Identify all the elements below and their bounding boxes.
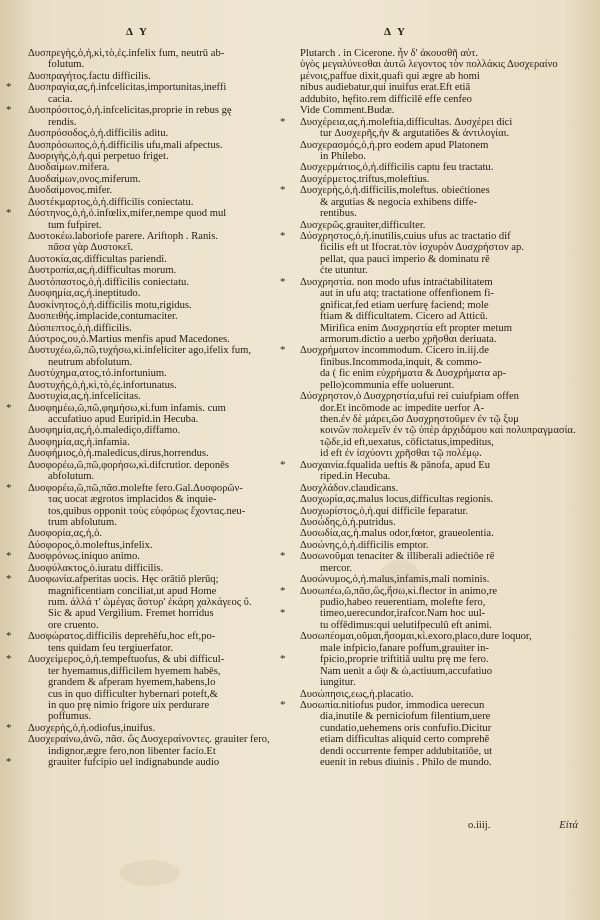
text-line: [300, 528, 578, 539]
text-line: [28, 220, 290, 231]
line-text: Δυσώνυμος,ὁ,ἡ.malus,infamis,mali nominis.: [300, 574, 490, 586]
line-text: nibus audiebatur,qui inuifus erat.Eft etiā: [300, 82, 471, 94]
line-text: Δυσχαινία.fqualida ueftis & pānofa, apud Eu: [300, 459, 491, 471]
asterisk-marker: *: [6, 401, 12, 414]
catchword: Εἰτά: [559, 820, 578, 831]
line-text: dendi occurrente femper addubitatiōe, ut: [320, 745, 493, 757]
line-text: tos,quibus opponit τοὺς εὐφόρως ἔχοντας.neu-: [48, 505, 246, 517]
text-line: [28, 528, 290, 539]
asterisk-marker: *: [6, 481, 12, 494]
text-line: [300, 380, 578, 391]
asterisk-marker: *: [280, 698, 286, 711]
text-line: [28, 506, 290, 517]
text-line: [6, 81, 290, 94]
line-text: Δυσφορέω,ῶ,πῶ,πᾶσ.molefte fero.Gal.Δυσφορῶν-: [28, 482, 243, 494]
text-line: [300, 197, 578, 208]
asterisk-marker: *: [6, 550, 12, 563]
line-text: Δυσχωρίστος,ὁ,ἡ.qui difficile feparatur.: [300, 505, 469, 517]
text-line: [300, 631, 578, 642]
text-line: [300, 746, 578, 757]
line-text: Δυσχερασμός,ὁ,ἡ.pro eodem apud Platonem: [300, 139, 489, 151]
line-text: Δυσχωρία,ας.malus locus,difficultas regionis.: [300, 494, 494, 506]
paper-stain: [120, 860, 180, 886]
text-line: [28, 517, 290, 528]
text-line: [300, 677, 578, 688]
line-text: Δυσωνοῦμαι tenaciter & illiberali adiećtiōe rē: [300, 551, 495, 563]
text-line: [300, 357, 578, 368]
line-text: Δύσχρηστος,ὁ,ἡ.inutilis,cuius ufus ac tractatio dif: [300, 231, 511, 242]
line-text: Δυσώδης,ὁ,ἡ.putridus.: [300, 516, 396, 528]
asterisk-marker: *: [280, 344, 286, 357]
line-text: Δυσφωνία.afperitas uocis. Hęc orātiō plerūq;: [28, 574, 219, 586]
text-line: [28, 300, 290, 311]
asterisk-marker: *: [280, 550, 286, 563]
text-line: [300, 540, 578, 551]
text-line: [300, 437, 578, 448]
asterisk-marker: *: [280, 115, 286, 128]
text-line: [300, 689, 578, 700]
text-line: [6, 550, 290, 563]
text-line: [300, 757, 578, 768]
text-line: [280, 184, 578, 197]
text-line: [28, 563, 290, 574]
text-line: [300, 105, 578, 116]
line-text: Vide Comment.Budæ.: [300, 105, 395, 117]
line-text: pudio,habeo reuerentiam, molefte fero,: [320, 597, 486, 608]
text-line: [28, 597, 290, 608]
line-text: ćte utuntur.: [320, 265, 368, 277]
text-line: [280, 275, 578, 288]
text-line: [28, 345, 290, 356]
line-text: poffumus.: [48, 711, 92, 723]
line-text: Δυσχεραίνω,ἀνῶ, πᾶσ. ὥς Δυσχεραίνοντες. grauiter fero,: [28, 734, 270, 746]
text-line: [300, 323, 578, 334]
asterisk-marker: *: [280, 584, 286, 597]
text-line: [300, 288, 578, 299]
text-line: [28, 368, 290, 379]
asterisk-marker: *: [6, 630, 12, 643]
asterisk-marker: *: [6, 81, 12, 94]
line-text: Δυστοκία,ας.difficultas pariendi.: [28, 253, 167, 265]
line-text: Δυσχερμάτιος,ὁ,ἡ.difficilis captu feu tractatu.: [300, 162, 494, 174]
line-text: Δυσφήμιος,ὁ,ἡ.maledicus,dirus,horrendus.: [28, 448, 209, 460]
text-line: [28, 494, 290, 505]
text-line: [28, 471, 290, 482]
line-text: Δυσχέρμετος.triftus,moleftius.: [300, 173, 430, 185]
text-line: [300, 151, 578, 162]
line-text: da ( fic enim εὐχρήματα & Δυσχρήματα ap-: [320, 368, 507, 380]
line-text: & argutias & negocia exhibens diffe-: [320, 196, 477, 208]
asterisk-marker: *: [280, 458, 286, 471]
text-line: [280, 550, 578, 563]
text-line: [300, 643, 578, 654]
text-line: [300, 471, 578, 482]
line-text: indignor,ægre fero,non libenter facio.Et: [48, 745, 216, 757]
line-text: in Philebo.: [320, 150, 366, 162]
text-line: [28, 334, 290, 345]
line-text: cacia.: [48, 93, 73, 105]
line-text: Δυσχέρεια,ας,ἡ.moleftia,difficultas. Δυσχέρει dici: [300, 116, 513, 128]
line-text: Δυσχερὴς,ὁ,ἡ.difficilis,moleftus. obiećtiones: [300, 185, 490, 197]
line-text: folutum.: [48, 59, 85, 71]
text-line: [300, 311, 578, 322]
line-text: ore cruento.: [48, 619, 99, 631]
text-line: [28, 265, 290, 276]
line-text: Δυσπρόσοδος,ὁ,ἡ.difficilis aditu.: [28, 128, 169, 140]
line-text: Δυστοκέω.laboriofe parere. Ariftoph . Ranis.: [28, 231, 218, 242]
text-line: [300, 597, 578, 608]
text-line: [6, 104, 290, 117]
text-line: [28, 311, 290, 322]
text-line: [28, 608, 290, 619]
text-line: [28, 242, 290, 253]
line-text: in quo prę nimio frigore uix perdurare: [48, 699, 210, 711]
text-line: [28, 174, 290, 185]
line-text: Δυσωπέω,ῶ,πᾶσ,ὥς,ἥσω,κὶ.flector in animo,re: [300, 585, 498, 597]
line-text: Δυσφημία,ας,ἡ,ὁ.malediço,diffamo.: [28, 425, 181, 437]
line-text: Δυσπρεγὴς,ὁ,ἡ,κὶ,τὸ,ἐς.infelix fum, neutrū ab-: [28, 48, 225, 59]
line-text: Δυστέκμαρτος,ὁ,ἡ.difficilis coniectatu.: [28, 196, 194, 208]
asterisk-marker: *: [6, 756, 12, 769]
line-text: Δυστόπαστος,ὁ,ἡ.difficilis coniectatu.: [28, 276, 189, 288]
text-line: [28, 391, 290, 402]
line-text: pello)communia effe uoluerunt.: [320, 379, 455, 391]
line-text: tu offēdimus:qui uelutifpeculū eft animi.: [320, 619, 492, 631]
line-text: dia,inutile & perniciofum filentium,uere: [320, 711, 491, 723]
text-line: [28, 231, 290, 242]
text-line: [28, 128, 290, 139]
line-text: Δυσδαίμων,ονος.miferum.: [28, 173, 141, 185]
line-text: neutrum abfolutum.: [48, 356, 133, 368]
text-line: [280, 584, 578, 597]
line-text: Δυσδαίμων.mifera.: [28, 162, 110, 174]
line-text: Δυσωδία,ας,ἡ.malus odor,fœtor, graueolentia.: [300, 528, 494, 540]
text-line: [280, 230, 578, 242]
text-line: [300, 334, 578, 345]
text-line: [280, 607, 578, 620]
text-line: [28, 460, 290, 471]
line-text: mercor.: [320, 562, 353, 574]
right-column: [280, 48, 578, 769]
text-line: [28, 151, 290, 162]
line-text: tens quidam feu tergiuerfator.: [48, 642, 174, 654]
text-line: [300, 254, 578, 265]
line-text: dor.Et incōmode ac impedite uerfor Α-: [320, 402, 485, 414]
header-right: Δ Y: [384, 26, 407, 38]
line-text: Nam uenit a ὤψ & ὠ,actiuum,accufatiuo: [320, 665, 493, 677]
text-line: [28, 540, 290, 551]
asterisk-marker: *: [280, 653, 286, 666]
text-line: [6, 721, 290, 734]
text-line: [300, 162, 578, 173]
text-line: [280, 458, 578, 471]
asterisk-marker: *: [280, 607, 286, 620]
text-line: [280, 653, 578, 666]
text-line: [28, 277, 290, 288]
text-line: [280, 698, 578, 711]
line-text: Δυσφορέω,ῶ,πῶ,φορήσω,κὶ.difcrutior. deponēs: [28, 459, 229, 471]
text-line: [28, 746, 290, 757]
line-text: τῷδε,id eft,uexatus, cōfictatus,impeditus,: [320, 436, 494, 448]
text-line: [280, 344, 578, 357]
line-text: Δυσχρηστία. non modo ufus intraćtabilitatem: [300, 276, 493, 288]
line-text: male infpicio,fanare poffum,grauiter in-: [320, 642, 489, 654]
text-line: [300, 711, 578, 722]
text-line: [300, 265, 578, 276]
text-line: [28, 71, 290, 82]
line-text: timeo,uerecundor,irafcor.Nam hoc uul-: [320, 608, 486, 620]
signature-mark: o.iiij.: [468, 820, 491, 831]
line-text: tur Δυσχερῆς,ἡν & argutatiōes & ἀντιλογίαι.: [320, 128, 510, 140]
text-line: [300, 174, 578, 185]
line-text: rendis.: [48, 116, 77, 128]
line-text: κοινῶν πολεμεῖν ἐν τῷ ὑπὲρ ἀρχιδάμου καὶ πολυπραγμασία.: [320, 425, 576, 437]
text-line: [6, 756, 290, 769]
line-text: Δυσχερῶς.grauiter,difficulter.: [300, 219, 426, 231]
text-line: [28, 288, 290, 299]
line-text: trum abfolutum.: [48, 516, 117, 528]
text-line: [300, 300, 578, 311]
text-line: [300, 403, 578, 414]
text-line: [28, 711, 290, 722]
text-line: [300, 48, 578, 59]
text-line: [300, 448, 578, 459]
line-text: tum fufpiret.: [48, 219, 102, 231]
line-text: Δυσφώρατος.difficilis deprehēfu,hoc eft,po-: [28, 631, 216, 643]
line-text: Sic & apud Vergilium. Fremet horridus: [48, 608, 214, 620]
line-text: Δυσπρόσιτος,ὁ,ἡ.infcelicitas,proprie in rebus gę: [28, 105, 232, 117]
text-line: [28, 414, 290, 425]
text-line: [300, 208, 578, 219]
text-line: [6, 630, 290, 643]
text-line: [300, 574, 578, 585]
line-text: Δυσχείμερος,ὁ,ἡ.tempeftuofus, & ubi difficul-: [28, 654, 225, 666]
line-text: Δυσφημία,ας,ἡ.infamia.: [28, 436, 130, 448]
line-text: cundatio,uehemens oris confufio.Dicitur: [320, 722, 492, 734]
line-text: Δυσώνης,ὁ,ἡ.difficilis emptor.: [300, 539, 429, 551]
text-line: [300, 94, 578, 105]
line-text: Δυσχερὴς,ὁ,ἡ.odiofus,inuifus.: [28, 722, 156, 734]
line-text: Δυσριγὴς,ὁ,ἡ.qui perpetuo friget.: [28, 150, 169, 162]
text-line: [300, 563, 578, 574]
line-text: abfolutum.: [48, 471, 95, 483]
text-line: [300, 128, 578, 139]
asterisk-marker: *: [280, 184, 286, 197]
line-text: Δύσπεπτος,ὁ,ἡ.difficilis.: [28, 322, 132, 334]
left-column: [6, 48, 290, 769]
text-line: [28, 197, 290, 208]
line-text: Δυστυχής,ὁ,ἡ,κὶ,τὸ,ἐς.infortunatus.: [28, 379, 177, 391]
line-text: Δύσχρηστον,ὁ Δυσχρηστία,ufui rei cuiufpiam offen: [300, 391, 519, 403]
text-line: [300, 59, 578, 70]
text-line: [28, 425, 290, 436]
line-text: Δυσφημία,ας,ἡ.ineptitudo.: [28, 288, 141, 300]
line-text: id eft ἐν ἰσχύοντι χρῆσθαι τῷ πολέμῳ.: [320, 448, 482, 460]
text-line: [28, 140, 290, 151]
text-line: [28, 48, 290, 59]
line-text: Δυστυχία,ας,ἡ.infcelicitas.: [28, 391, 141, 403]
line-text: Δυσφορία,ας,ἡ,ὁ.: [28, 528, 103, 540]
line-text: aut in ufu atq; tractatione offenfionem fi-: [320, 288, 494, 300]
text-line: [6, 401, 290, 414]
running-header: [0, 26, 600, 42]
text-line: [300, 368, 578, 379]
line-text: riped.in Hecuba.: [320, 471, 391, 483]
line-text: Δυσφημέω,ῶ,πῶ,φημήσω,κὶ.fum infamis. cum: [28, 402, 226, 414]
line-text: gnificat,fed etiam uerfurę faciend; mole: [320, 299, 489, 311]
line-text: μένοις,paffue dixit,quafi qui ægre ab homi: [300, 70, 480, 82]
text-line: [280, 115, 578, 128]
line-text: finibus.Incommoda,inquit, & commo-: [320, 356, 482, 368]
text-line: [300, 666, 578, 677]
line-text: Δυσχλάδον.claudicans.: [300, 482, 399, 494]
asterisk-marker: *: [6, 207, 12, 220]
text-line: [28, 323, 290, 334]
line-text: Δυσπειθής.implacide,contumaciter.: [28, 311, 178, 323]
text-line: [6, 653, 290, 666]
line-text: πᾶσα γὰρ Δυστοκεῖ.: [48, 242, 133, 254]
text-line: [28, 59, 290, 70]
line-text: Δυστροπία,ας,ἡ.difficultas morum.: [28, 265, 177, 277]
line-text: Δύστρος,ου,ὁ.Martius menfis apud Macedones.: [28, 333, 230, 345]
text-line: [300, 414, 578, 425]
asterisk-marker: *: [6, 104, 12, 117]
line-text: τας uocat ægrotos implacidos & inquie-: [48, 494, 217, 506]
text-line: [300, 620, 578, 631]
line-text: grandem & afperam hyemem,habens,lo: [48, 677, 216, 689]
text-line: [28, 677, 290, 688]
line-text: fpicio,proprie triftitiā uultu prę me fero.: [320, 654, 489, 666]
text-line: [300, 517, 578, 528]
asterisk-marker: *: [6, 721, 12, 734]
text-line: [300, 723, 578, 734]
text-line: [300, 71, 578, 82]
line-text: ficilis eft ut Ifocrat.τὸν ἰσχυρὸν Δυσχρήστον ap.: [320, 242, 524, 254]
line-text: Δυστύχημα,ατος,τό.infortunium.: [28, 368, 167, 380]
text-line: [300, 82, 578, 93]
line-text: Δυσώπησις,εως,ἡ.placatio.: [300, 688, 414, 700]
text-line: [300, 494, 578, 505]
text-line: [28, 620, 290, 631]
line-text: pellat, qua pauci imperio & dominatu rē: [320, 253, 490, 265]
text-line: [300, 220, 578, 231]
text-line: [28, 700, 290, 711]
text-line: [28, 117, 290, 128]
text-line: [300, 734, 578, 745]
line-text: Δυστυχέω,ῶ,πῶ,τυχήσω,κὶ.infeliciter ago,ifelix fum,: [28, 345, 252, 357]
line-text: Plutarch . in Cicerone. ἦν δ' ἀκουσθῆ αὐτ.: [300, 48, 479, 59]
text-line: [28, 437, 290, 448]
text-line: [300, 391, 578, 402]
text-line: [28, 94, 290, 105]
line-text: euenit in rebus diuinis . Philo de mundo.: [320, 757, 492, 769]
line-text: Δυσδαίμονος.mifer.: [28, 185, 113, 197]
line-text: Δύσφορος,ὁ.moleftus,infelix.: [28, 539, 153, 551]
text-line: [28, 357, 290, 368]
line-text: Δυσχρήματον incommodum. Cicero in.iij.de: [300, 345, 489, 357]
text-line: [28, 254, 290, 265]
text-line: [28, 666, 290, 677]
asterisk-marker: *: [6, 573, 12, 586]
text-line: [28, 380, 290, 391]
line-text: etiam difficultas aliquid certo comprehē: [320, 734, 490, 746]
line-text: addubito, hęfito.rem difficilē effe cenfeo: [300, 93, 472, 105]
line-text: Δυσκίνητος,ὁ,ἡ.difficilis motu,rigidus.: [28, 299, 192, 311]
line-text: iungitur.: [320, 677, 356, 689]
text-line: [300, 506, 578, 517]
text-line: [300, 483, 578, 494]
line-text: ter hyemamus,difficilem hyemem habēs,: [48, 665, 221, 677]
text-line: [6, 207, 290, 220]
line-text: Δυσπραγήτος.factu difficilis.: [28, 70, 151, 82]
line-text: rentibus.: [320, 208, 357, 220]
line-text: then.ἐν δὲ μάρει,ῶσ Δυσχρηστοῦμεν ἐν τῷ ξυμ: [320, 414, 519, 425]
header-left: Δ Y: [126, 26, 149, 38]
line-text: ftiam & difficultatem. Cicero ad Atticū.: [320, 311, 488, 323]
line-text: cus in quo difficulter hybernari poteft,&: [48, 688, 218, 700]
text-line: [6, 573, 290, 586]
line-text: Δυσωπέομαι,οῦμαι,ἥσομαι,κὶ.exoro,placo,dure loquor,: [300, 631, 532, 643]
line-text: Δυσπρόσωπος,ὁ,ἡ.difficilis ufu,mali afpectus.: [28, 139, 223, 151]
line-text: grauiter fufcipio uel indignabunde audio: [48, 757, 220, 769]
line-text: Mirifica enim Δυσχρηστία eft propter metum: [320, 322, 512, 334]
line-text: Δύστηνος,ὁ,ἡ,ὁ.infœlix,mifer,nempe quod mul: [28, 208, 227, 220]
text-line: [28, 448, 290, 459]
line-text: Δυσφρόνως.iniquo animo.: [28, 551, 140, 563]
line-text: Δυσπραγία,ας,ἡ.infcelicitas,importunitas,ineffi: [28, 82, 227, 94]
text-line: [28, 734, 290, 745]
line-text: ὑγὸς μεγαλύνεσθαι ἀυτῶ λεγοντος τὸν πολλάκις Δυσχεραίνο: [300, 59, 558, 71]
line-text: rum. ἀλλά τ' ὠμέγας ἄστυρ' ἐκάρη χαλκάγεος ὔ.: [48, 597, 252, 608]
asterisk-marker: *: [280, 230, 286, 242]
text-line: [300, 140, 578, 151]
asterisk-marker: *: [280, 275, 286, 288]
line-text: Δυσωπία.nitiofus pudor, immodica uerecun: [300, 699, 485, 711]
text-line: [300, 242, 578, 253]
text-line: [300, 425, 578, 436]
text-line: [28, 162, 290, 173]
text-line: [28, 689, 290, 700]
text-line: [28, 185, 290, 196]
line-text: accufatiuo apud Euripid.in Hecuba.: [48, 414, 199, 425]
asterisk-marker: *: [6, 653, 12, 666]
text-line: [28, 643, 290, 654]
text-line: [28, 586, 290, 597]
line-text: Δυσφύλακτος,ὁ.iuratu difficilis.: [28, 562, 164, 574]
page-footer: [300, 820, 578, 834]
line-text: armorum.dictio a uerbo χρῆσθαι deriuata.: [320, 333, 497, 345]
text-line: [6, 481, 290, 494]
line-text: magnificentiam conciliat,ut apud Home: [48, 585, 217, 597]
